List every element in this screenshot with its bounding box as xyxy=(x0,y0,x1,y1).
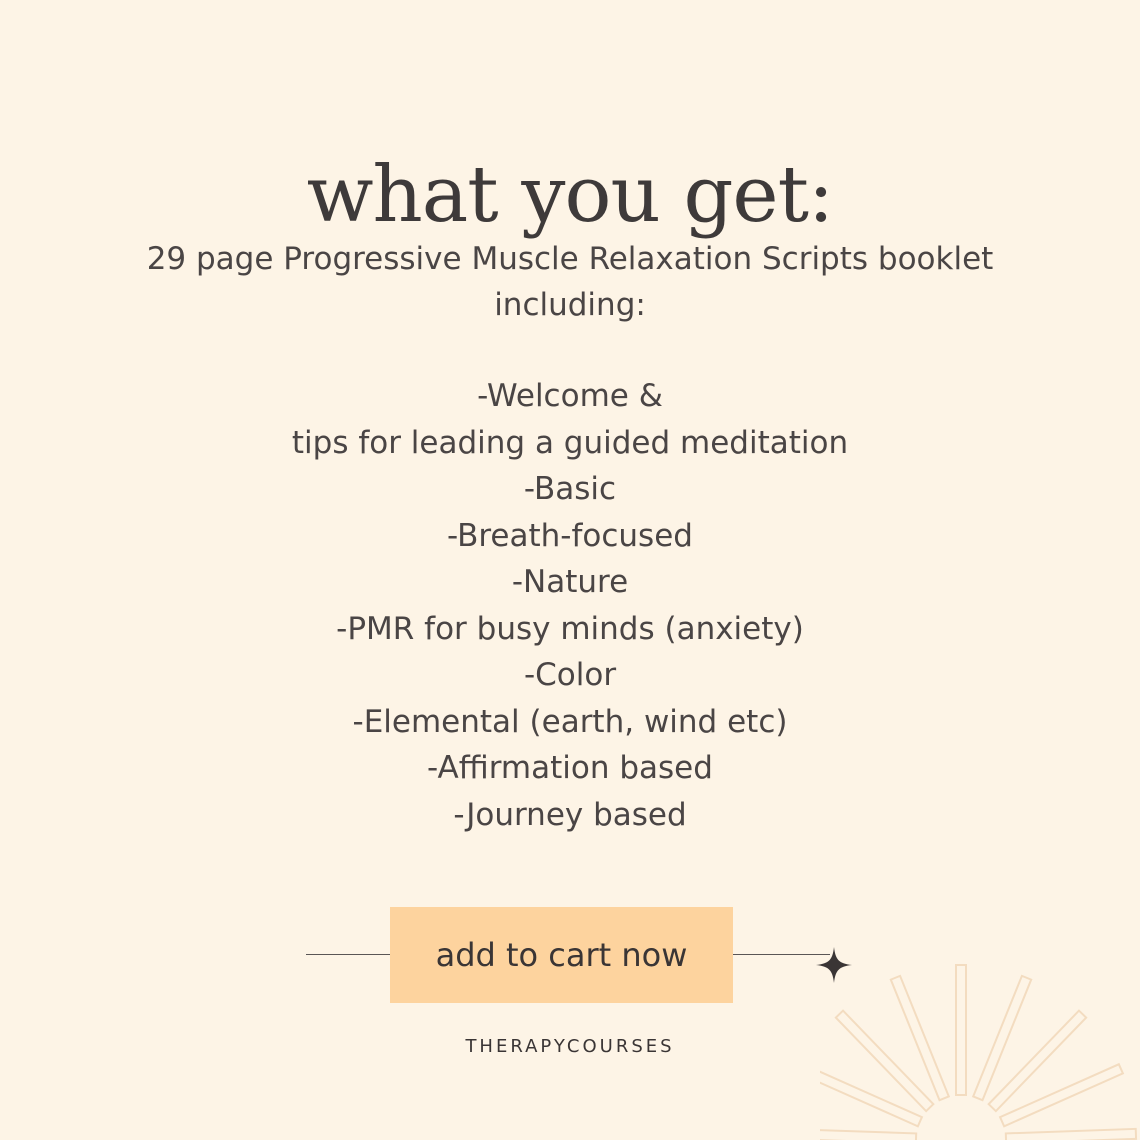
list-item: tips for leading a guided meditation xyxy=(291,424,849,461)
list-item: -Journey based xyxy=(453,796,687,833)
divider-left xyxy=(306,954,392,955)
brand-name: THERAPYCOURSES xyxy=(465,1036,675,1057)
page-title: what you get: xyxy=(306,150,834,241)
list-item: -Color xyxy=(523,657,617,693)
list-item: -Basic xyxy=(523,471,617,507)
list-item: -Welcome & xyxy=(477,378,663,414)
description-line-2: including: xyxy=(494,287,646,323)
list-item: -PMR for busy minds (anxiety) xyxy=(336,610,804,647)
sunburst-icon xyxy=(820,950,1140,1140)
contents-list xyxy=(0,373,1140,838)
list-item: -Nature xyxy=(511,564,629,600)
list-item: -Breath-focused xyxy=(447,517,693,554)
add-to-cart-button[interactable]: add to cart now xyxy=(390,907,733,1003)
description-line-1: 29 page Progressive Muscle Relaxation Scripts booklet xyxy=(146,241,994,277)
list-item: -Affirmation based xyxy=(427,750,713,786)
product-description xyxy=(110,236,1030,328)
list-item: -Elemental (earth, wind etc) xyxy=(352,703,788,740)
